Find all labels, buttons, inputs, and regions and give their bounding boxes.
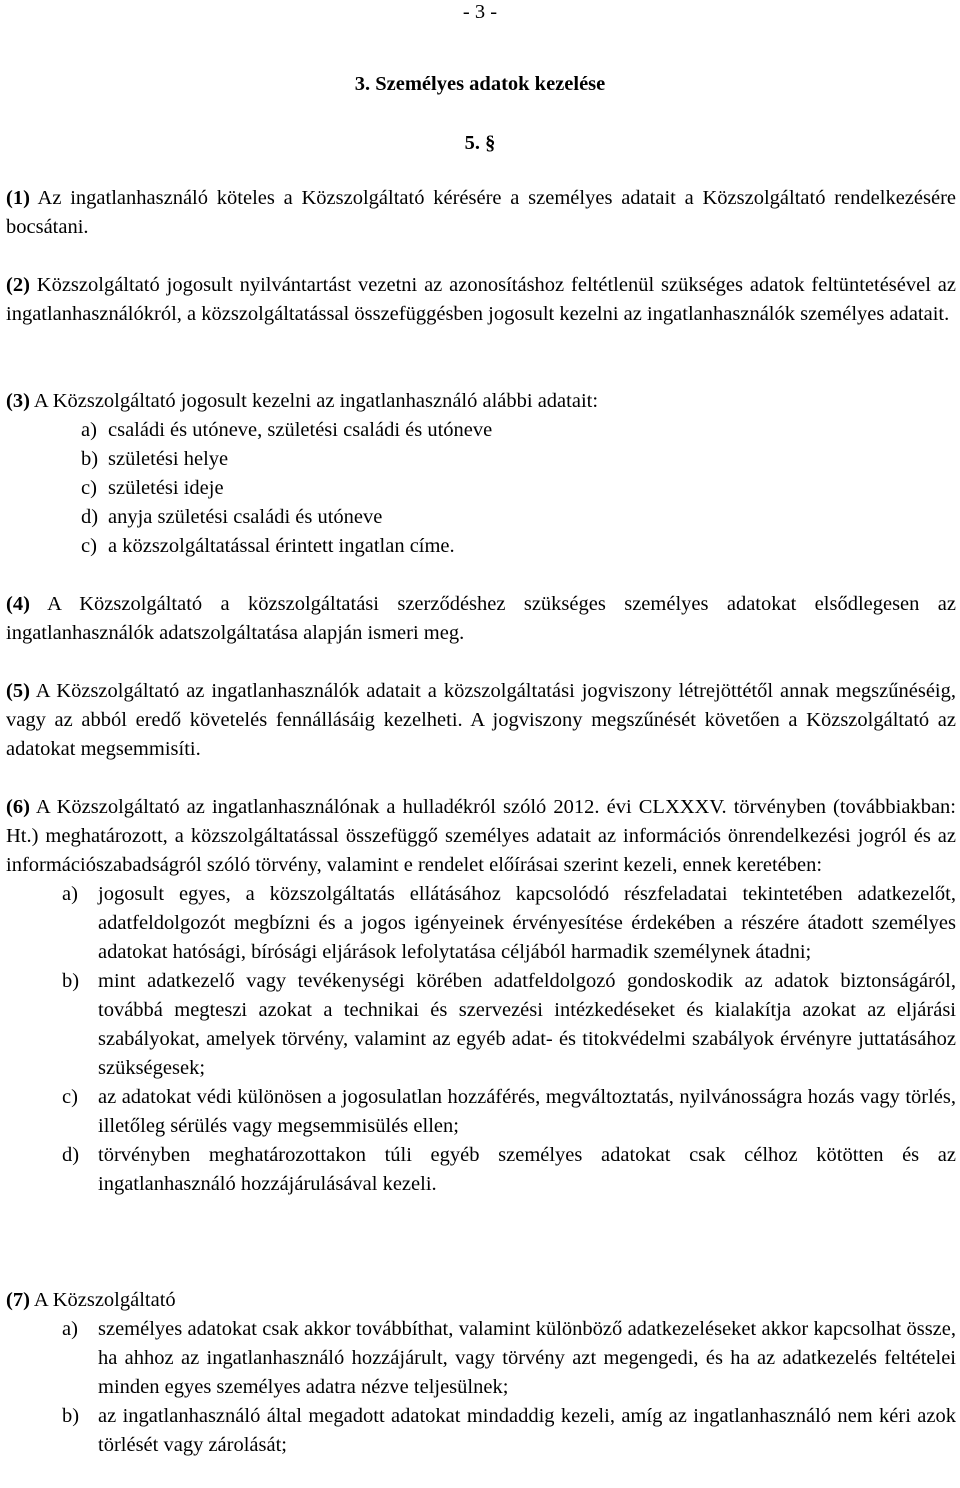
paragraph-text: A Közszolgáltató az ingatlanhasználónak a hulladékról szóló 2012. évi CLXXXV. törvényben (továbbiakban: Ht.) meghatározott, a közszolgáltatással összefüggő személyes adatait az információs önrendelkezési jogról és az információszabadságról szóló törvény, valamint e rendelet előírásai szerint kezeli, ennek keretében: [6,796,956,876]
paragraph-3 [6,387,956,561]
paragraph-6 [6,793,956,1199]
paragraph-1 [6,184,956,242]
paragraph-number: (5) [6,680,30,702]
rules-list [6,1315,956,1460]
list-item: c) a közszolgáltatással érintett ingatlan címe. [81,535,455,557]
paragraph-number: (4) [6,593,30,615]
paragraph-7 [6,1286,956,1460]
paragraph-5 [6,677,956,764]
paragraph-number: (2) [6,274,30,296]
list-item: b) az ingatlanhasználó által megadott adatokat mindaddig kezeli, amíg az ingatlanhasználó nem kéri azok törlését vagy zárolását; [62,1405,956,1456]
chapter-title: 3. Személyes adatok kezelése [354,73,606,95]
list-item: c) születési ideje [81,477,224,499]
paragraph-number: (7) [6,1289,30,1311]
page-number: - 3 - [462,1,498,23]
list-item: b) mint adatkezelő vagy tevékenységi körében adatfeldolgozó gondoskodik az adatok biztonságáról, továbbá megteszi azokat a technikai és szervezési intézkedéseket és kialakítja azokat az eljárási szabályokat, amelyek törvény, valamint az egyéb adat- és titokvédelmi szabályok érvényre juttatásához szükségesek; [62,970,956,1079]
paragraph-number: (1) [6,187,30,209]
paragraph-text: A Közszolgáltató jogosult kezelni az ingatlanhasználó alábbi adatait: [29,390,599,412]
paragraph-number: (3) [6,390,30,412]
paragraph-2 [6,271,956,329]
list-item: c) az adatokat védi különösen a jogosulatlan hozzáférés, megváltoztatás, nyilvánosságra hozás vagy törlés, illetőleg sérülés vagy megsemmisülés ellen; [62,1086,956,1137]
paragraph-4 [6,590,956,648]
list-item: d) anyja születési családi és utóneve [81,506,383,528]
list-item: b) születési helye [81,448,229,470]
list-item: a) családi és utóneve, születési családi és utóneve [81,419,493,441]
list-item: d) törvényben meghatározottakon túli egyéb személyes adatokat csak célhoz kötötten és az ingatlanhasználó hozzájárulásával kezeli. [62,1144,956,1195]
section-title: 5. § [464,132,496,154]
paragraph-text: Az ingatlanhasználó köteles a Közszolgáltató kérésére a személyes adatait a Közszolgáltató rendelkezésére bocsátani. [6,187,956,238]
list-item: a) személyes adatokat csak akkor továbbíthat, valamint különböző adatkezeléseket akkor kapcsolhat össze, ha ahhoz az ingatlanhasználó hozzájárult, vagy törvény azt megengedi, és ha az adatkezelés feltételei minden egyes személyes adatra nézve teljesülnek; [62,1318,956,1398]
list-item: a) jogosult egyes, a közszolgáltatás ellátásához kapcsolódó részfeladatai tekintetében adatkezelőt, adatfeldolgozót megbízni és a jogos igényeinek érvényesítése érdekében a részére átadott személyes adatokat hatósági, bírósági eljárások lefolytatása céljából harmadik személynek átadni; [62,883,956,963]
duties-list [6,880,956,1199]
data-list [6,416,956,561]
paragraph-number: (6) [6,796,30,818]
paragraph-text: A Közszolgáltató a közszolgáltatási szerződéshez szükséges személyes adatokat elsődlegesen az ingatlanhasználók adatszolgáltatása alapján ismeri meg. [6,593,956,644]
paragraph-text: Közszolgáltató jogosult nyilvántartást vezetni az azonosításhoz feltétlenül szükséges adatok feltüntetésével az ingatlanhasználókról, a közszolgáltatással összefüggésben jogosult kezelni az ingatlanhasználók személyes adatait. [6,274,956,325]
paragraph-text: A Közszolgáltató az ingatlanhasználók adatait a közszolgáltatási jogviszony létrejöttétől annak megszűnéséig, vagy az abból eredő követelés fennállásáig kezelheti. A jogviszony megszűnését követően a Közszolgáltató az adatokat megsemmisíti. [6,680,956,760]
paragraph-text: A Közszolgáltató [29,1289,176,1311]
